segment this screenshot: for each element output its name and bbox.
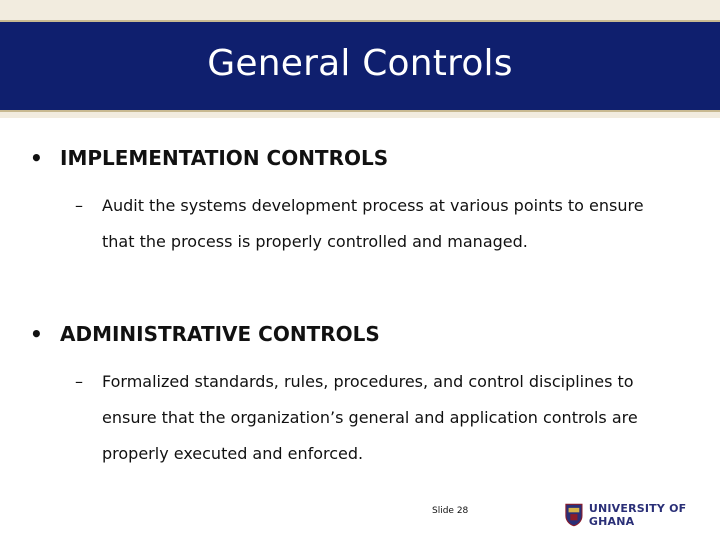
bullet-implementation-controls xyxy=(30,146,388,170)
bullet-marker: • xyxy=(30,146,43,170)
sub-bullet-text: Formalized standards, rules, procedures, and control disciplines to ensure that the organization’s general and application controls are properly executed and enforced. xyxy=(102,372,638,463)
bullet-heading: ADMINISTRATIVE CONTROLS xyxy=(60,322,380,346)
bullet-heading: IMPLEMENTATION CONTROLS xyxy=(60,146,389,170)
university-crest-icon xyxy=(565,502,583,528)
slide-number: Slide 28 xyxy=(432,506,469,516)
sub-bullet-administrative xyxy=(75,364,675,472)
sub-bullet-marker: – xyxy=(75,196,83,215)
sub-bullet-marker: – xyxy=(75,372,83,391)
bullet-marker: • xyxy=(30,322,43,346)
slide-title: General Controls xyxy=(207,42,513,84)
sub-bullet-implementation xyxy=(75,188,675,260)
logo-text: UNIVERSITY OF GHANA xyxy=(588,502,687,528)
bullet-administrative-controls xyxy=(30,322,380,346)
title-bar xyxy=(0,20,720,112)
sub-bullet-text: Audit the systems development process at various points to ensure that the process is properly controlled and managed. xyxy=(102,196,644,251)
university-logo xyxy=(565,502,720,528)
